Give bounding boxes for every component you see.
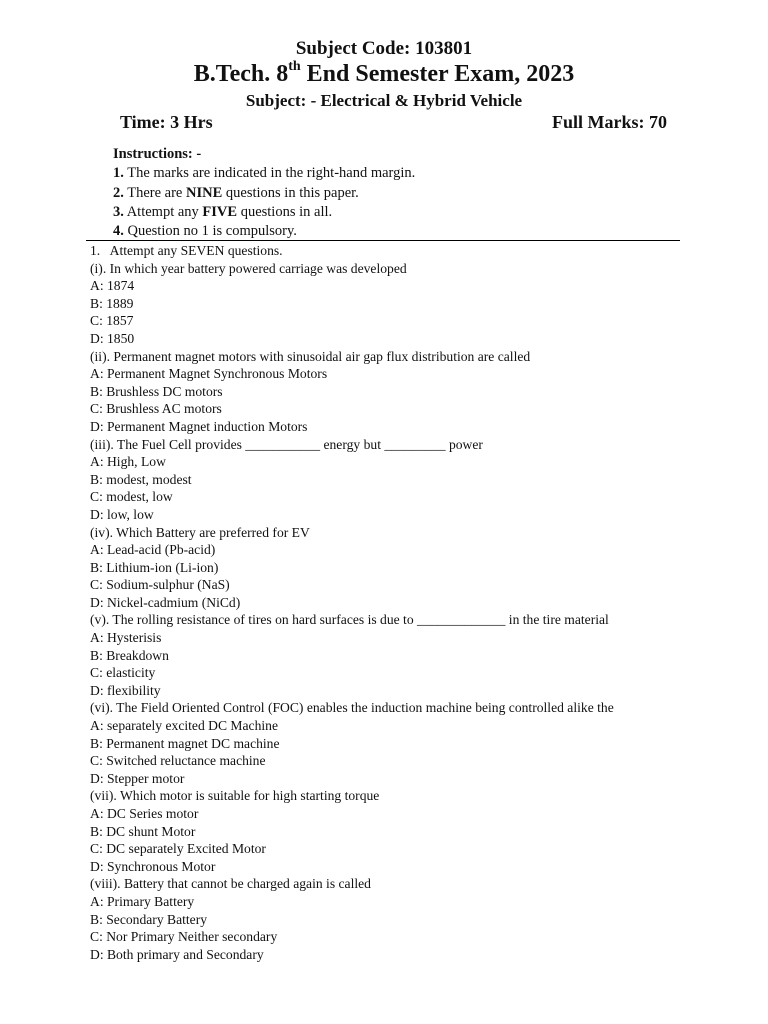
question-line: (v). The rolling resistance of tires on hard surfaces is due to _____________ in the tire material bbox=[90, 612, 609, 628]
exam-title bbox=[0, 61, 768, 88]
question-line: A: Hysterisis bbox=[90, 630, 162, 646]
question-line: A: Lead-acid (Pb-acid) bbox=[90, 542, 216, 558]
question-line: B: Lithium-ion (Li-ion) bbox=[90, 559, 219, 575]
question-line: D: 1850 bbox=[90, 330, 135, 346]
question-line: B: DC shunt Motor bbox=[90, 823, 196, 839]
question-line: (ii). Permanent magnet motors with sinusoidal air gap flux distribution are called bbox=[90, 348, 531, 364]
question-line: C: 1857 bbox=[90, 313, 134, 329]
question-line: C: Nor Primary Neither secondary bbox=[90, 929, 278, 945]
instruction-item: 3. Attempt any FIVE questions in all. bbox=[113, 203, 333, 220]
instruction-item: 4. Question no 1 is compulsory. bbox=[113, 223, 297, 240]
question-line: A: Permanent Magnet Synchronous Motors bbox=[90, 366, 328, 382]
question-line: (iv). Which Battery are preferred for EV bbox=[90, 524, 310, 540]
question-line: B: Brushless DC motors bbox=[90, 383, 223, 399]
question-line: (vii). Which motor is suitable for high starting torque bbox=[90, 788, 380, 804]
instruction-item: 2. There are NINE questions in this paper. bbox=[113, 184, 359, 201]
question-line: D: Both primary and Secondary bbox=[90, 946, 264, 962]
question-line: 1. Attempt any SEVEN questions. bbox=[90, 243, 283, 258]
question-line: B: modest, modest bbox=[90, 471, 192, 487]
question-line: A: separately excited DC Machine bbox=[90, 718, 278, 734]
exam-title-pre: B.Tech. 8 bbox=[193, 61, 289, 87]
question-line: (i). In which year battery powered carriage was developed bbox=[90, 260, 407, 276]
question-line: D: low, low bbox=[90, 506, 154, 522]
question-line: D: Permanent Magnet induction Motors bbox=[90, 418, 308, 434]
question-line: C: Brushless AC motors bbox=[90, 401, 222, 417]
question-line: A: Primary Battery bbox=[90, 893, 195, 909]
subject-line: Subject: - Electrical & Hybrid Vehicle bbox=[245, 91, 523, 110]
question-line: B: Secondary Battery bbox=[90, 911, 208, 927]
question-line: (viii). Battery that cannot be charged again is called bbox=[90, 876, 371, 892]
question-body bbox=[90, 242, 614, 963]
divider-rule bbox=[86, 240, 680, 241]
question-line: A: 1874 bbox=[90, 278, 135, 294]
question-line: D: Synchronous Motor bbox=[90, 858, 216, 874]
instruction-item: 1. The marks are indicated in the right-hand margin. bbox=[113, 165, 416, 182]
exam-title-sup: th bbox=[288, 59, 301, 74]
subject-code: Subject Code: 103801 bbox=[295, 38, 473, 59]
question-line: B: 1889 bbox=[90, 295, 134, 311]
full-marks-label: Full Marks: 70 bbox=[552, 112, 667, 132]
question-line: D: Nickel-cadmium (NiCd) bbox=[90, 594, 241, 610]
question-line: C: DC separately Excited Motor bbox=[90, 841, 266, 857]
question-line: B: Permanent magnet DC machine bbox=[90, 735, 280, 751]
question-line: B: Breakdown bbox=[90, 647, 169, 663]
question-line: C: Sodium-sulphur (NaS) bbox=[90, 577, 230, 593]
question-line: (vi). The Field Oriented Control (FOC) enables the induction machine being controlled alike the bbox=[90, 700, 614, 716]
question-line: A: DC Series motor bbox=[90, 806, 199, 821]
question-line: D: flexibility bbox=[90, 682, 161, 698]
question-line: A: High, Low bbox=[90, 454, 166, 470]
instructions-block bbox=[113, 145, 415, 241]
question-line: C: Switched reluctance machine bbox=[90, 753, 266, 769]
question-line: (iii). The Fuel Cell provides ___________ energy but _________ power bbox=[90, 436, 483, 452]
question-line: C: modest, low bbox=[90, 489, 173, 505]
question-line: C: elasticity bbox=[90, 665, 156, 681]
time-label: Time: 3 Hrs bbox=[120, 112, 213, 132]
exam-title-post: End Semester Exam, 2023 bbox=[300, 61, 575, 87]
instructions-heading: Instructions: - bbox=[113, 146, 202, 162]
question-line: D: Stepper motor bbox=[90, 770, 185, 786]
